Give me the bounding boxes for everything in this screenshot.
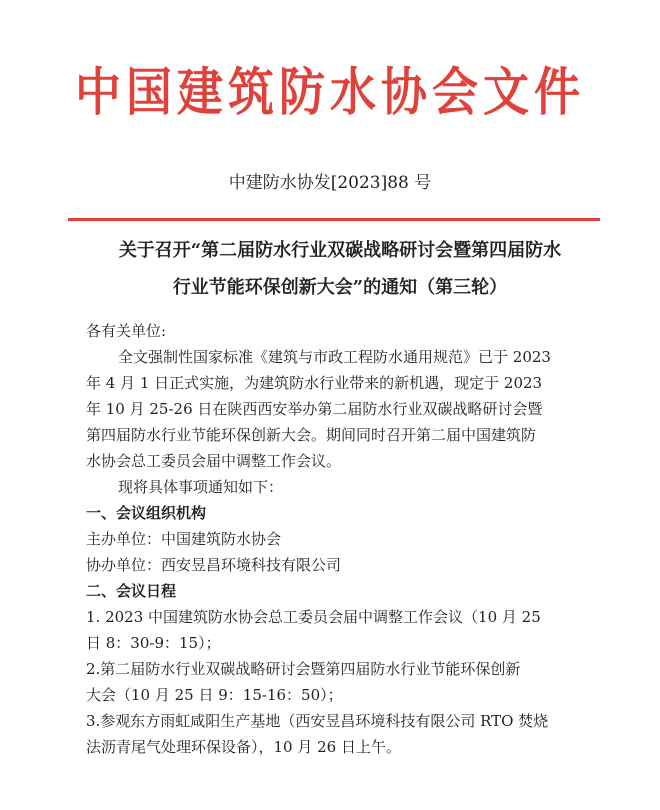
salutation: 各有关单位: [86, 322, 167, 340]
notice-title-line: 关于召开“第二届防水行业双碳战略研讨会暨第四届防水 [118, 240, 562, 261]
notice-body [86, 318, 626, 760]
intro-line: 年 4 月 1 日正式实施，为建筑防水行业带来的新机遇，现定于 2023 [86, 374, 543, 392]
co-host-organizer: 协办单位：西安昱昌环境科技有限公司 [86, 556, 342, 574]
schedule-item-line: 法沥青尾气处理环保设备），10 月 26 日上午。 [86, 738, 401, 756]
section-heading: 二、会议日程 [86, 582, 177, 600]
host-organizer: 主办单位：中国建筑防水协会 [86, 530, 282, 548]
schedule-item-line: 1. 2023 中国建筑防水协会总工委员会届中调整工作会议（10 月 25 [86, 608, 541, 626]
intro-line: 全文强制性国家标准《建筑与市政工程防水通用规范》已于 2023 [118, 348, 551, 366]
schedule-item-line: 日 8：30-9：15）； [86, 634, 221, 652]
intro-line: 水协会总工委员会届中调整工作会议。 [86, 452, 342, 470]
red-divider-line [68, 218, 600, 221]
notice-title-line: 行业节能环保创新大会”的通知（第三轮） [172, 277, 508, 298]
intro-line: 年 10 月 25-26 日在陕西西安举办第二届防水行业双碳战略研讨会暨 [86, 400, 543, 418]
intro-line: 第四届防水行业节能环保创新大会。期间同时召开第二届中国建筑防 [86, 426, 537, 444]
notice-line: 现将具体事项通知如下： [118, 478, 284, 496]
schedule-item-line: 3.参观东方雨虹咸阳生产基地（西安昱昌环境科技有限公司 RTO 焚烧 [86, 712, 549, 730]
schedule-item-line: 大会（10 月 25 日 9：15-16：50）； [86, 686, 343, 704]
schedule-item-line: 2.第二届防水行业双碳战略研讨会暨第四届防水行业节能环保创新 [86, 660, 521, 678]
notice-title [60, 232, 620, 306]
letterhead-title: 中国建筑防水协会文件 [75, 62, 585, 123]
document-number: 中建防水协发[2023]88 号 [228, 173, 432, 193]
section-heading: 一、会议组织机构 [86, 504, 207, 522]
